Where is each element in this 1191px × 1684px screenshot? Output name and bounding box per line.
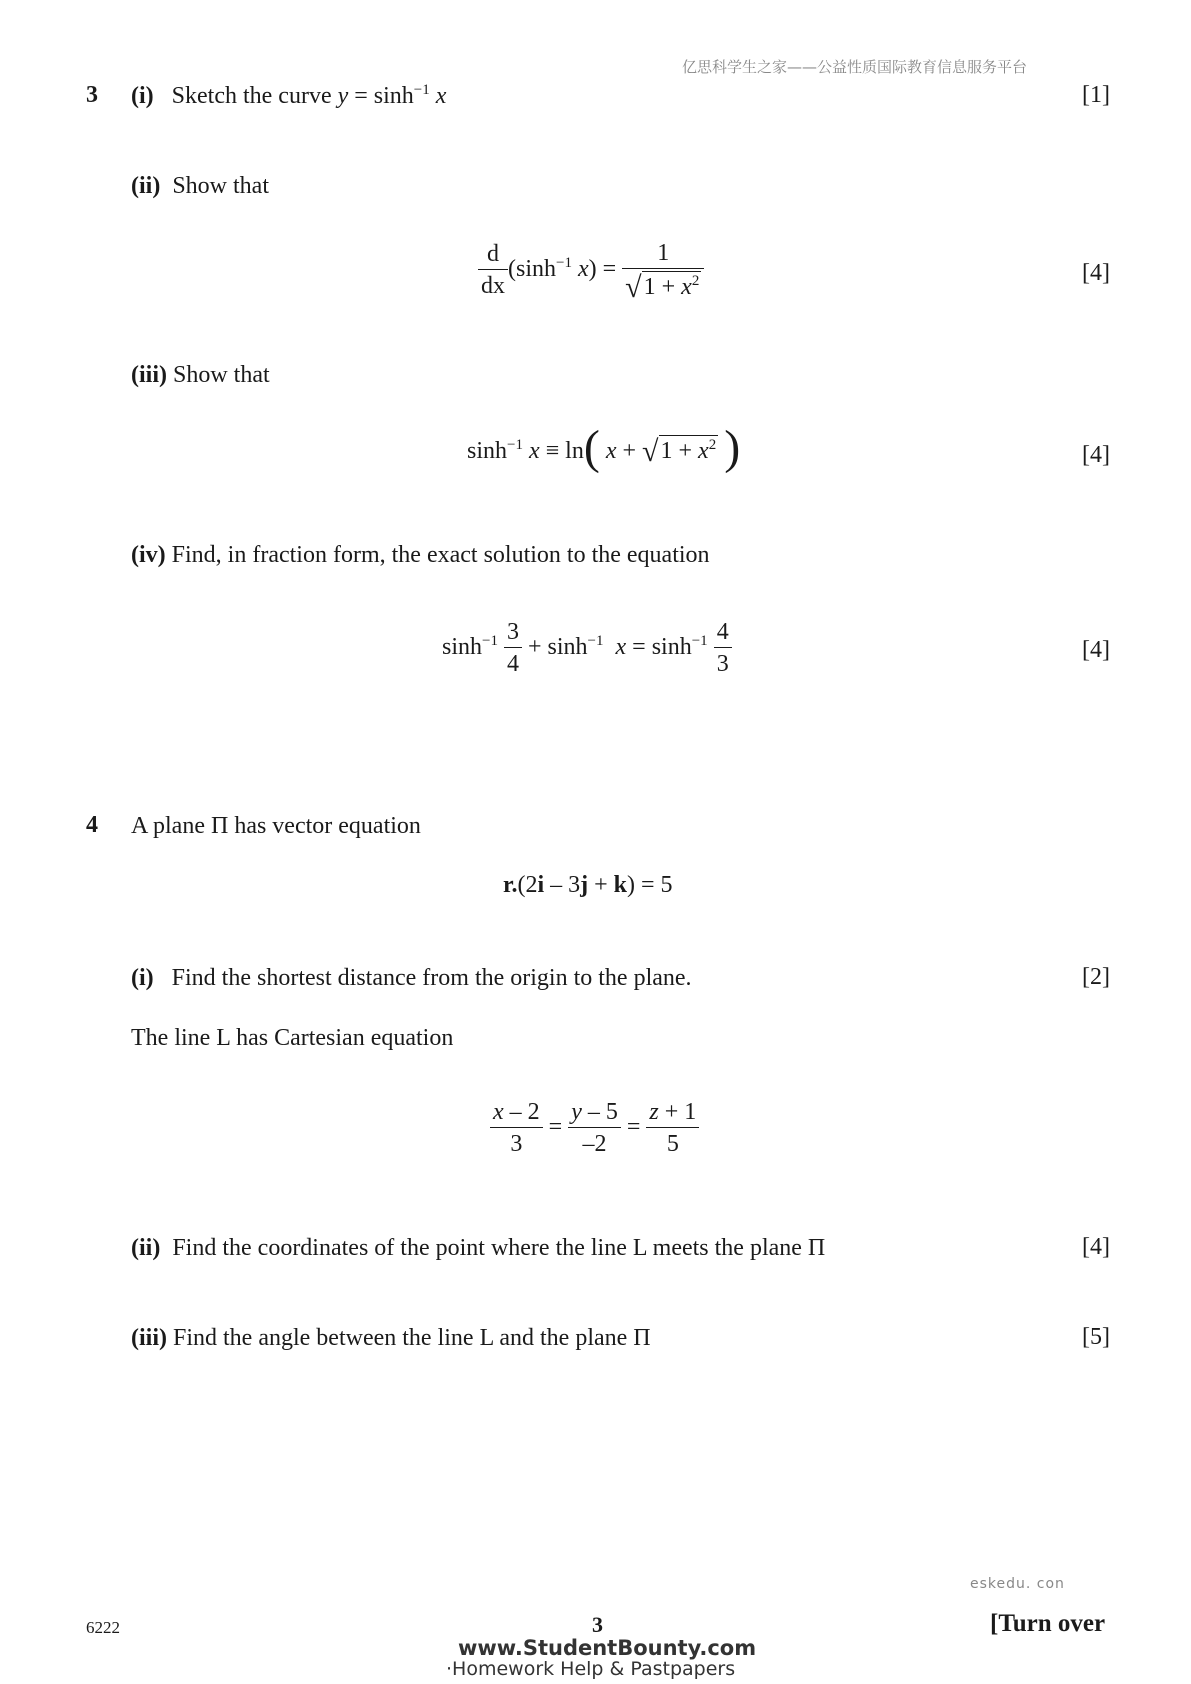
fraction-3-4: $\frac{3}{4}$ <box>504 617 522 680</box>
q4-part-iii <box>131 1324 651 1352</box>
superscript: −1 <box>587 633 604 650</box>
right-paren: ) <box>724 421 741 474</box>
var-x: x <box>615 634 627 661</box>
equation-sinh-sum <box>442 617 732 680</box>
turn-over: [Turn over <box>990 1610 1106 1637</box>
part-text: Find, in fraction form, the exact solution to the equation <box>171 542 710 568</box>
watermark-top: 亿思科学生之家——公益性质国际教育信息服务平台 <box>682 58 1028 76</box>
q3-part-i <box>131 82 446 110</box>
close-eq: ) = <box>588 256 617 283</box>
equals: = <box>632 634 646 661</box>
part-label: (iii) <box>131 362 167 388</box>
studentbounty-link[interactable]: www.StudentBounty.com <box>458 1636 757 1660</box>
q3-part-iii <box>131 361 270 389</box>
part-label: (iv) <box>131 542 166 568</box>
watermark-bottom: eskedu. con <box>970 1576 1065 1592</box>
part-text: Find the angle between the line L and the plane Π <box>173 1325 651 1351</box>
var-y: y <box>337 83 349 109</box>
part-text: Show that <box>172 173 269 199</box>
line-intro: The line L has Cartesian equation <box>131 1025 454 1051</box>
part-label: (ii) <box>131 1235 161 1261</box>
mark-q3-iii: [4] <box>1082 442 1110 468</box>
q3-part-ii <box>131 172 269 200</box>
mark-q3-i: [1] <box>1082 82 1110 108</box>
left-paren: ( <box>583 421 600 474</box>
numerator: 1 <box>657 240 670 266</box>
fraction-4-3: $\frac{4}{3}$ <box>714 617 732 680</box>
numerator: d <box>487 241 499 267</box>
sqrt-symbol: $√1 + x^2$ <box>642 435 717 468</box>
q4-part-ii <box>131 1234 825 1262</box>
sinh-open: (sinh <box>508 256 556 283</box>
mark-q4-iii: [5] <box>1082 1324 1110 1350</box>
part-label: (iii) <box>131 1325 167 1351</box>
sqrt-symbol: $√1 + x^2$ <box>625 271 700 304</box>
mark-q4-i: [2] <box>1082 964 1110 990</box>
equation-ln-identity <box>467 415 741 474</box>
superscript: −1 <box>507 437 523 453</box>
part-label: (i) <box>131 83 154 109</box>
question-3-number: 3 <box>86 82 98 108</box>
q3-part-iv <box>131 541 710 569</box>
part-text: Find the coordinates of the point where the line L meets the plane Π <box>172 1235 826 1261</box>
superscript: −1 <box>691 633 708 650</box>
mark-q3-ii: [4] <box>1082 260 1110 286</box>
denominator: dx <box>478 269 508 302</box>
part-label: (ii) <box>131 173 161 199</box>
plus-sinh: + sinh <box>527 634 588 661</box>
sinh: sinh <box>651 634 692 661</box>
var-x: x <box>605 438 617 464</box>
equals: = <box>626 1114 641 1141</box>
cartesian-equation <box>490 1097 699 1160</box>
vector-equation: r.(2i – 3j + k) = 5 <box>503 872 673 898</box>
q4-intro: A plane Π has vector equation <box>131 813 421 839</box>
fraction-y: $\frac{y - 5}{-2}$ <box>568 1097 621 1160</box>
mark-q4-ii: [4] <box>1082 1234 1110 1260</box>
sinh: sinh <box>442 634 483 661</box>
var-x: x <box>522 438 540 464</box>
part-text: Find the shortest distance from the origin to the plane. <box>171 965 692 991</box>
paper-code: 6222 <box>86 1618 120 1637</box>
eq-text: = sinh <box>348 83 414 109</box>
part-label: (i) <box>131 965 154 991</box>
plus: + <box>616 438 643 464</box>
denominator <box>622 268 704 303</box>
fraction-z: $\frac{z + 1}{5}$ <box>646 1097 699 1160</box>
var-x: x <box>429 83 447 109</box>
superscript: −1 <box>413 82 430 98</box>
mark-q3-iv: [4] <box>1082 637 1110 663</box>
studentbounty-tagline: ·Homework Help & Pastpapers <box>446 1658 736 1680</box>
question-4-number: 4 <box>86 812 98 838</box>
q4-part-i <box>131 964 692 992</box>
superscript: −1 <box>556 255 572 272</box>
equals: = <box>548 1114 563 1141</box>
sinh: sinh <box>467 438 508 464</box>
equation-derivative <box>478 238 704 303</box>
superscript: −1 <box>482 633 498 650</box>
fraction-result <box>622 238 704 303</box>
equiv-ln: ≡ ln <box>539 438 584 464</box>
var-x: x <box>571 256 589 283</box>
fraction-x: $\frac{x - 2}{3}$ <box>490 1097 543 1160</box>
fraction-d-dx <box>478 239 508 302</box>
page-number: 3 <box>592 1612 603 1637</box>
part-text: Sketch the curve <box>171 83 338 109</box>
part-text: Show that <box>173 362 270 388</box>
